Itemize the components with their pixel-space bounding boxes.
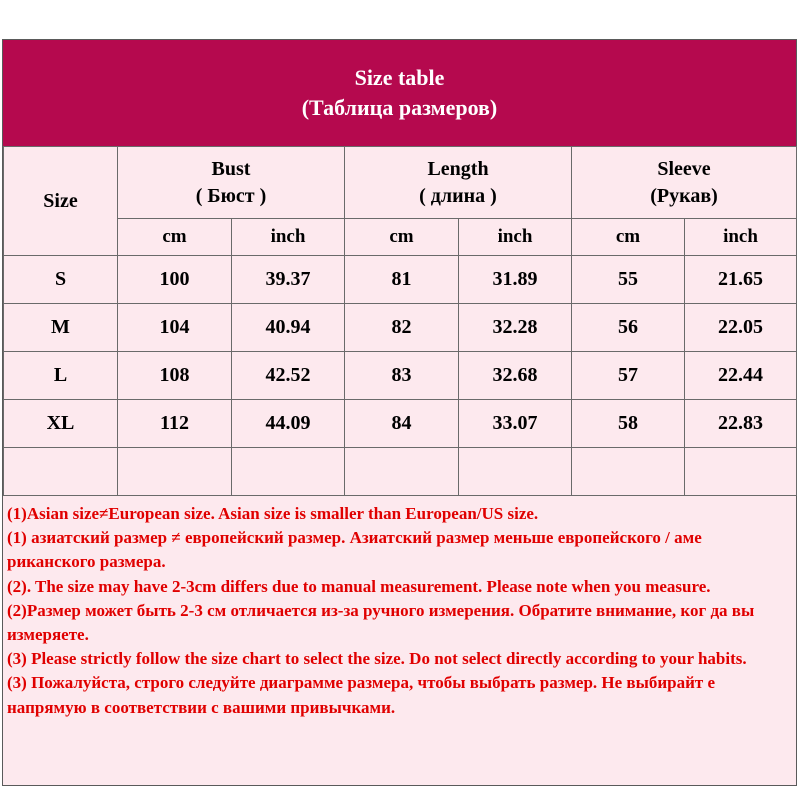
table-cell: 104 (118, 304, 232, 352)
notes-section (3, 498, 796, 720)
table-row (4, 256, 797, 304)
title-banner (3, 40, 796, 146)
size-chart-sheet (2, 39, 797, 786)
note-line: (1) азиатский размер ≠ европейский размер. Азиатский размер меньше европейского / аме риканского размера. (7, 528, 702, 572)
size-label: S (4, 256, 118, 304)
empty-row (4, 448, 797, 496)
unit-header: cm (572, 219, 685, 256)
table-cell: 55 (572, 256, 685, 304)
size-label: L (4, 352, 118, 400)
group-header-row (4, 147, 797, 219)
table-cell: 82 (345, 304, 459, 352)
group-sub: ( длина ) (419, 184, 497, 207)
group-name: Length (427, 157, 489, 180)
table-row (4, 304, 797, 352)
group-header-bust (118, 147, 345, 219)
note-line: (1)Asian size≠European size. Asian size is smaller than European/US size. (7, 504, 539, 523)
unit-header: cm (118, 219, 232, 256)
table-cell: 83 (345, 352, 459, 400)
group-sub: ( Бюст ) (195, 184, 267, 207)
note-line: (3) Пожалуйста, строго следуйте диаграмме размера, чтобы выбрать размер. Не выбирайт е напрямую в соответствии с вашими привычками. (7, 673, 716, 717)
table-cell: 100 (118, 256, 232, 304)
unit-header: inch (685, 219, 797, 256)
table-cell: 33.07 (459, 400, 572, 448)
unit-header: cm (345, 219, 459, 256)
note-line: (2). The size may have 2-3cm differs due to manual measurement. Please note when you measure. (7, 576, 711, 596)
group-name: Sleeve (657, 157, 711, 180)
size-label: M (4, 304, 118, 352)
table-subtitle: (Таблица размеров) (301, 95, 498, 120)
group-header-length (345, 147, 572, 219)
table-cell: 40.94 (232, 304, 345, 352)
size-table (3, 146, 797, 496)
group-header-sleeve (572, 147, 797, 219)
table-row (4, 352, 797, 400)
table-cell: 22.05 (685, 304, 797, 352)
table-cell: 32.68 (459, 352, 572, 400)
table-row (4, 400, 797, 448)
unit-header-row (4, 219, 797, 256)
table-cell: 84 (345, 400, 459, 448)
table-cell: 31.89 (459, 256, 572, 304)
group-name: Bust (211, 157, 251, 180)
table-cell: 81 (345, 256, 459, 304)
size-label: XL (4, 400, 118, 448)
note-line: (3) Please strictly follow the size chart to select the size. Do not select directly according to your habits. (7, 649, 747, 669)
group-sub: (Рукав) (650, 184, 718, 207)
table-cell: 22.44 (685, 352, 797, 400)
table-cell: 44.09 (232, 400, 345, 448)
table-cell: 22.83 (685, 400, 797, 448)
table-cell: 57 (572, 352, 685, 400)
table-title: Size table (354, 65, 445, 90)
table-cell: 112 (118, 400, 232, 448)
note-line: (2)Размер может быть 2-3 см отличается из-за ручного измерения. Обратите внимание, ког да вы измеряете. (7, 600, 755, 645)
table-cell: 56 (572, 304, 685, 352)
unit-header: inch (232, 219, 345, 256)
table-cell: 39.37 (232, 256, 345, 304)
size-column-header: Size (4, 147, 118, 256)
table-cell: 21.65 (685, 256, 797, 304)
table-cell: 108 (118, 352, 232, 400)
table-cell: 42.52 (232, 352, 345, 400)
unit-header: inch (459, 219, 572, 256)
table-cell: 58 (572, 400, 685, 448)
table-cell: 32.28 (459, 304, 572, 352)
